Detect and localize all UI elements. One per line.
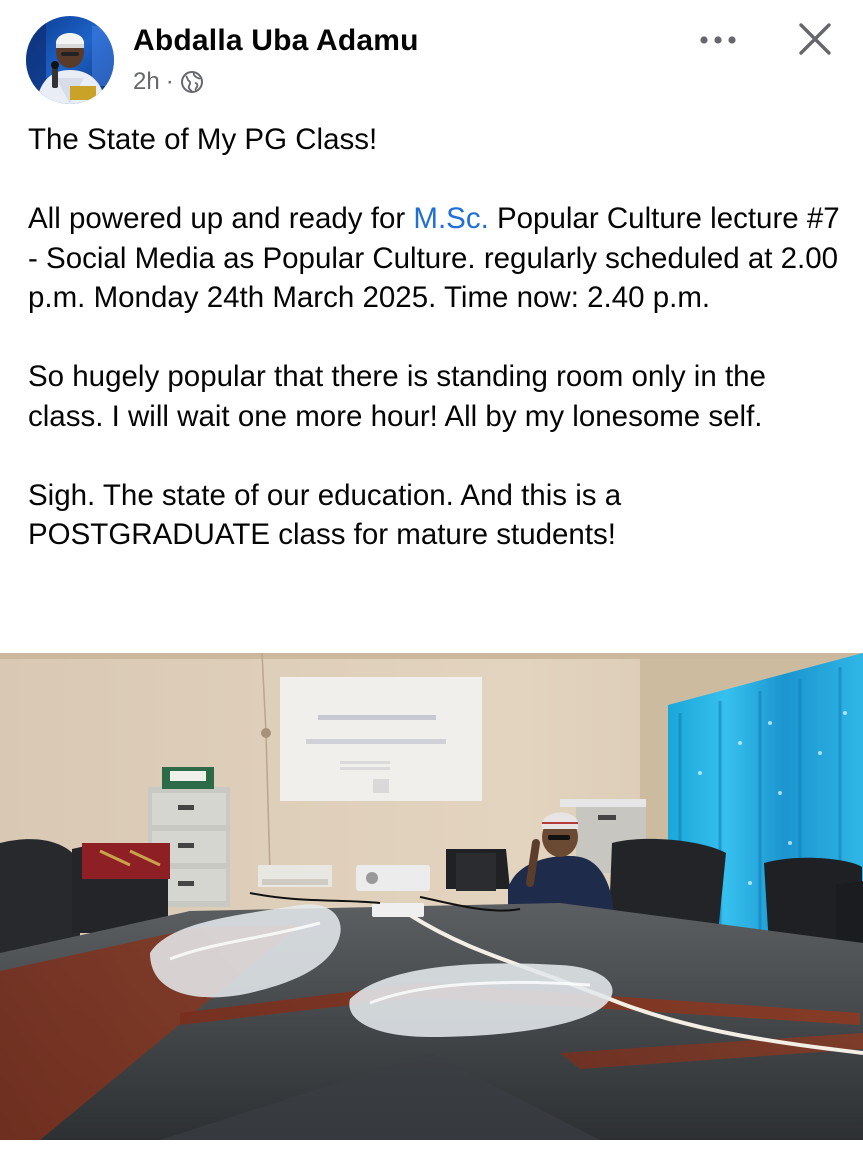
post-footer-space: [0, 1140, 863, 1158]
avatar-image: [26, 16, 114, 104]
classroom-photo: [0, 653, 863, 1140]
post-body: [28, 120, 843, 594]
author-name[interactable]: Abdalla Uba Adamu: [133, 24, 419, 57]
more-options-button[interactable]: [693, 22, 743, 58]
paragraph-text: Popular Culture lecture #7 - Social Media as Popular Culture. regularly scheduled at 2.00 p.m. Monday 24th March 2025. Time now: 2.40 p.m.: [28, 202, 840, 314]
post-paragraph: [28, 199, 843, 318]
meta-separator: ·: [165, 68, 174, 95]
post-paragraph: So hugely popular that there is standing room only in the class. I will wait one more hour! All by my lonesome self.: [28, 360, 766, 433]
post-time[interactable]: 2h: [133, 68, 160, 95]
post-photo[interactable]: [0, 653, 863, 1140]
post-meta: [133, 68, 204, 96]
globe-icon[interactable]: [180, 70, 204, 94]
more-dots-icon: [698, 35, 738, 45]
post-header: [0, 0, 863, 115]
paragraph-text: All powered up and ready for: [28, 202, 414, 235]
close-button[interactable]: [792, 16, 838, 62]
hashtag-link[interactable]: M.Sc.: [413, 202, 489, 235]
close-icon: [798, 22, 832, 56]
post-paragraph: The State of My PG Class!: [28, 123, 378, 156]
post-paragraph: Sigh. The state of our education. And this is a POSTGRADUATE class for mature students!: [28, 478, 622, 551]
author-avatar[interactable]: [26, 16, 114, 104]
